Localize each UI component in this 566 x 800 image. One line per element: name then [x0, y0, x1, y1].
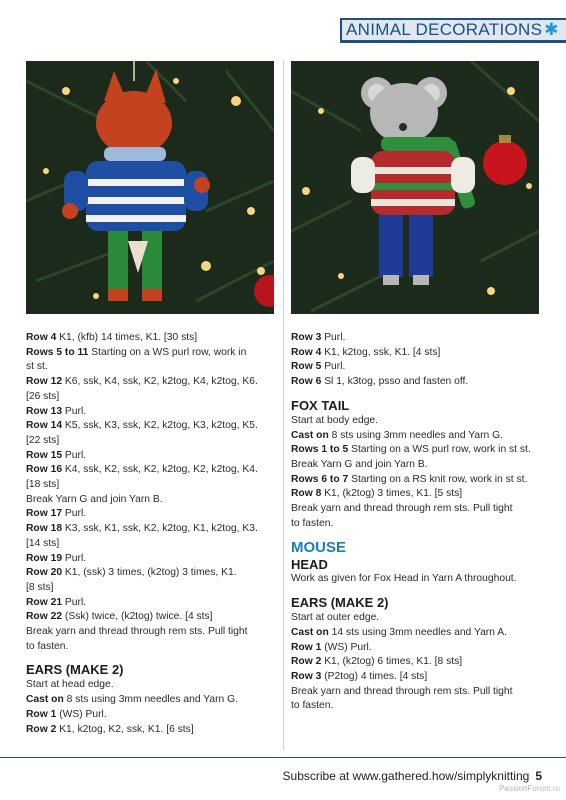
step-text: Break Yarn G and join Yarn B. [26, 493, 163, 505]
mouse-ornament-photo [291, 61, 539, 314]
ears-heading: EARS (MAKE 2) [26, 662, 124, 678]
step-text: [26 sts] [26, 390, 60, 402]
instruction-line [291, 655, 541, 670]
step-label: Row 1 [26, 708, 57, 720]
instruction-line [291, 487, 541, 502]
instruction-line [291, 641, 541, 656]
instruction-line [291, 443, 541, 458]
step-label: Rows 6 to 7 [291, 473, 349, 485]
step-text: Sl 1, k3tog, psso and fasten off. [321, 376, 469, 388]
instruction-line [26, 552, 276, 567]
instruction-line [291, 375, 541, 390]
right-column [291, 331, 541, 714]
step-text: Purl. [62, 405, 87, 417]
instruction-line [291, 429, 541, 444]
step-text: K1, (kfb) 14 times, K1. [30 sts] [56, 332, 198, 343]
step-text: Start at body edge. [291, 414, 379, 426]
instruction-line [291, 414, 541, 429]
step-text: (Ssk) twice, (k2tog) twice. [4 sts] [62, 611, 213, 623]
instruction-line [26, 419, 276, 434]
step-label: Row 5 [291, 361, 322, 373]
instruction-line [291, 331, 541, 346]
step-text: [14 sts] [26, 537, 60, 549]
subscribe-text: Subscribe at www.gathered.how/simplyknitting [282, 769, 530, 783]
step-text: 8 sts using 3mm needles and Yarn G. [328, 429, 503, 441]
step-text: 8 sts using 3mm needles and Yarn G. [63, 694, 238, 706]
step-label: Cast on [26, 694, 64, 706]
step-text: to fasten. [26, 640, 69, 652]
page-number: 5 [535, 769, 542, 783]
left-column [26, 331, 276, 737]
instruction-line [26, 581, 276, 596]
step-text: to fasten. [291, 700, 334, 712]
step-label: Row 1 [291, 641, 322, 653]
instruction-line [291, 458, 541, 473]
instruction-line [291, 626, 541, 641]
instruction-line [26, 625, 276, 640]
fox-tail-heading: FOX TAIL [291, 397, 350, 413]
step-label: Row 3 [291, 670, 322, 682]
step-label: Row 15 [26, 449, 63, 461]
step-label: Cast on [291, 626, 329, 638]
instruction-line [26, 493, 276, 508]
step-label: Row 6 [291, 376, 322, 388]
step-text: Break Yarn G and join Yarn B. [291, 458, 428, 470]
step-label: Rows 5 to 11 [26, 346, 89, 358]
instruction-line [26, 375, 276, 390]
instruction-line [26, 434, 276, 449]
header-rule [340, 42, 566, 43]
instruction-line [26, 346, 276, 361]
step-label: Row 21 [26, 596, 63, 608]
instruction-line [291, 360, 541, 375]
instruction-line [26, 723, 276, 738]
step-label: Row 2 [26, 723, 57, 735]
step-label: Row 2 [291, 656, 322, 668]
instruction-line [26, 463, 276, 478]
instruction-line [291, 473, 541, 488]
instruction-line [26, 640, 276, 655]
step-label: Row 8 [291, 488, 322, 500]
step-label: Row 14 [26, 420, 63, 432]
step-label: Row 12 [26, 376, 63, 388]
step-text: K4, ssk, K2, ssk, K2, k2tog, K2, k2tog, K4. [62, 464, 258, 476]
step-text: Purl. [321, 361, 346, 373]
instruction-line [291, 517, 541, 532]
step-text: Start at head edge. [26, 679, 114, 691]
step-text: K5, ssk, K3, ssk, K2, k2tog, K3, k2tog, K5. [62, 420, 258, 432]
step-label: Row 16 [26, 464, 63, 476]
step-text: Starting on a RS knit row, work in st st. [348, 473, 528, 485]
ears-heading: EARS (MAKE 2) [291, 595, 389, 611]
step-text: st st. [26, 361, 48, 373]
instruction-line [26, 331, 276, 346]
step-text: Starting on a WS purl row, work in [88, 346, 247, 358]
step-text: Work as given for Fox Head in Yarn A throughout. [291, 573, 517, 585]
instruction-line [26, 566, 276, 581]
step-label: Row 18 [26, 523, 63, 535]
step-label: Row 4 [26, 332, 57, 343]
instruction-line [26, 610, 276, 625]
step-text: K1, (k2tog) 3 times, K1. [5 sts] [321, 488, 463, 500]
instruction-line [291, 502, 541, 517]
fox-ornament-photo [26, 61, 274, 314]
step-text: K1, (k2tog) 6 times, K1. [8 sts] [321, 656, 463, 668]
step-label: Row 19 [26, 552, 63, 564]
step-text: K6, ssk, K4, ssk, K2, k2tog, K4, k2tog, K6. [62, 376, 258, 388]
instruction-line [26, 360, 276, 375]
step-text: Purl. [321, 332, 346, 343]
instruction-line [26, 478, 276, 493]
instruction-line [26, 537, 276, 552]
step-label: Row 4 [291, 346, 322, 358]
instruction-line [26, 596, 276, 611]
step-text: Break yarn and thread through rem sts. Pull tight [26, 626, 248, 638]
section-title: ANIMAL DECORATIONS [346, 20, 543, 39]
column-divider [283, 60, 284, 750]
instruction-line [26, 522, 276, 537]
instruction-line [26, 405, 276, 420]
instruction-line [291, 699, 541, 714]
step-text: Purl. [62, 508, 87, 520]
step-text: Purl. [62, 596, 87, 608]
step-label: Row 20 [26, 567, 63, 579]
step-text: to fasten. [291, 517, 334, 529]
step-text: K1, (ssk) 3 times, (k2tog) 3 times, K1. [62, 567, 237, 579]
mouse-heading: MOUSE [291, 539, 347, 557]
instruction-line [26, 449, 276, 464]
watermark: PassionForum.ru [499, 784, 560, 793]
instruction-line [26, 708, 276, 723]
step-text: Purl. [62, 552, 87, 564]
instruction-line [26, 390, 276, 405]
instruction-line [26, 678, 276, 693]
step-text: [18 sts] [26, 479, 60, 491]
step-text: Break yarn and thread through rem sts. Pull tight [291, 503, 513, 515]
instruction-line [26, 507, 276, 522]
instruction-line [291, 346, 541, 361]
step-text: Starting on a WS purl row, work in st st. [348, 444, 531, 456]
step-label: Rows 1 to 5 [291, 444, 349, 456]
step-label: Row 13 [26, 405, 63, 417]
asterisk-icon: ✱ [544, 20, 559, 39]
step-label: Row 17 [26, 508, 63, 520]
instruction-line [291, 685, 541, 700]
step-text: (WS) Purl. [56, 708, 107, 720]
step-text: Start at outer edge. [291, 612, 380, 624]
head-subheading: HEAD [291, 557, 328, 573]
step-label: Row 22 [26, 611, 63, 623]
step-text: [22 sts] [26, 434, 60, 446]
step-text: K3, ssk, K1, ssk, K2, k2tog, K1, k2tog, K3. [62, 523, 258, 535]
step-text: [8 sts] [26, 581, 54, 593]
instruction-line [291, 670, 541, 685]
step-text: K1, k2tog, K2, ssk, K1. [6 sts] [56, 723, 194, 735]
step-text: K1, k2tog, ssk, K1. [4 sts] [321, 346, 441, 358]
instruction-line [291, 572, 541, 587]
step-text: (P2tog) 4 times. [4 sts] [321, 670, 428, 682]
footer [283, 769, 542, 783]
step-text: 14 sts using 3mm needles and Yarn A. [328, 626, 507, 638]
instruction-line [291, 611, 541, 626]
step-text: (WS) Purl. [321, 641, 372, 653]
footer-rule [0, 757, 566, 758]
step-text: Break yarn and thread through rem sts. Pull tight [291, 685, 513, 697]
instruction-line [26, 693, 276, 708]
section-header [340, 18, 566, 42]
step-label: Cast on [291, 429, 329, 441]
step-label: Row 3 [291, 332, 322, 343]
step-text: Purl. [62, 449, 87, 461]
